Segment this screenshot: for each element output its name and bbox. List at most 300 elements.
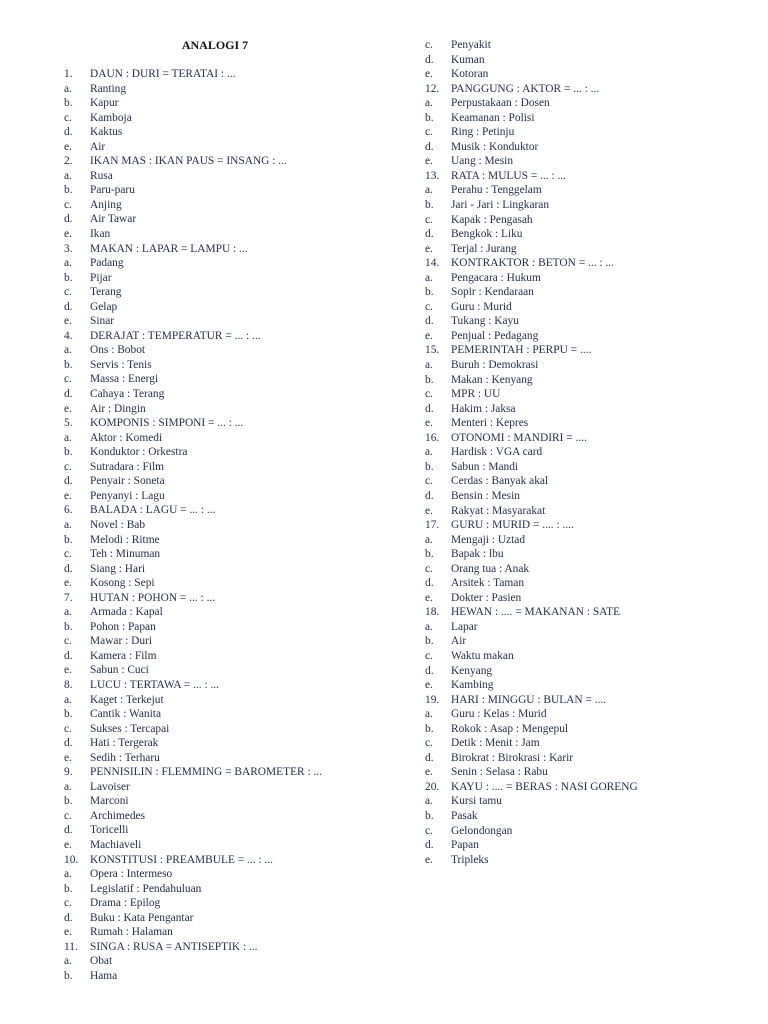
answer-option [425, 474, 765, 489]
answer-option [425, 242, 765, 257]
option-text: Ons : Bobot [90, 344, 146, 357]
answer-option [64, 169, 404, 184]
option-letter: a. [64, 693, 72, 706]
option-text: Sopir : Kendaraan [451, 286, 534, 299]
option-letter: a. [425, 184, 433, 197]
option-text: Penyakit [451, 39, 491, 51]
answer-option [64, 212, 404, 227]
answer-option [425, 416, 765, 431]
option-letter: a. [64, 344, 72, 357]
option-text: Servis : Tenis [90, 358, 152, 371]
option-text: Penjual : Pedagang [451, 329, 539, 342]
question-line [425, 693, 765, 708]
answer-option [425, 38, 765, 53]
option-letter: b. [425, 199, 434, 212]
option-text: Makan : Kenyang [451, 373, 533, 386]
option-letter: d. [425, 664, 434, 677]
option-letter: b. [425, 373, 434, 386]
answer-option [64, 300, 404, 315]
option-text: Guru : Murid [451, 300, 512, 313]
option-text: Bensin : Mesin [451, 489, 520, 502]
answer-option [64, 649, 404, 664]
question-number: 20. [425, 780, 440, 793]
answer-option [64, 227, 404, 242]
option-text: Air [451, 635, 467, 648]
answer-option [425, 794, 765, 809]
option-text: Kaget : Terkejut [90, 693, 164, 706]
option-letter: c. [425, 562, 433, 575]
option-letter: b. [64, 533, 73, 546]
option-letter: d. [64, 737, 73, 750]
answer-option [425, 460, 765, 475]
option-letter: e. [425, 417, 433, 430]
option-letter: d. [64, 562, 73, 575]
option-text: Rakyat : Masyarakat [451, 504, 546, 517]
option-letter: b. [425, 548, 434, 561]
option-letter: c. [64, 460, 72, 473]
option-letter: d. [64, 824, 73, 837]
question-text: KONTRAKTOR : BETON = ... : ... [451, 257, 614, 270]
answer-option [425, 445, 765, 460]
answer-option [64, 125, 404, 140]
option-text: Konduktor : Orkestra [90, 446, 188, 459]
answer-option [425, 329, 765, 344]
answer-option [64, 372, 404, 387]
option-text: Sukses : Tercapai [90, 722, 170, 735]
option-text: Sinar [90, 315, 115, 328]
option-letter: e. [64, 664, 72, 677]
question-text: DERAJAT : TEMPERATUR = ... : ... [90, 329, 261, 342]
answer-option [425, 67, 765, 82]
answer-option [64, 576, 404, 591]
option-text: Mawar : Duri [90, 635, 152, 648]
answer-option [64, 882, 404, 897]
answer-option [64, 533, 404, 548]
answer-option [64, 445, 404, 460]
answer-option [64, 460, 404, 475]
option-letter: a. [64, 606, 72, 619]
option-text: Hakim : Jaksa [451, 402, 516, 415]
option-letter: d. [425, 751, 434, 764]
answer-option [64, 183, 404, 198]
answer-option [425, 285, 765, 300]
option-text: Hama [90, 969, 118, 982]
option-text: Bapak : lbu [451, 548, 504, 561]
question-number: 6. [64, 504, 73, 517]
option-letter: d. [64, 388, 73, 401]
question-line [425, 256, 765, 271]
option-text: Drama : Epilog [90, 897, 161, 910]
option-text: Gelondongan [451, 824, 513, 837]
option-letter: a. [64, 82, 72, 95]
answer-option [425, 402, 765, 417]
option-letter: c. [425, 213, 433, 226]
answer-option [64, 431, 404, 446]
option-letter: a. [64, 518, 72, 531]
option-text: Pijar [90, 271, 112, 284]
option-letter: e. [425, 155, 433, 168]
answer-option [64, 198, 404, 213]
answer-option [64, 823, 404, 838]
option-text: Lavoiser [90, 780, 130, 793]
answer-option [425, 634, 765, 649]
option-letter: e. [64, 838, 72, 851]
question-text: GURU : MURID = .... : .... [451, 519, 574, 532]
question-number: 1. [64, 68, 73, 80]
option-text: Kosong : Sepi [90, 577, 155, 590]
question-line [64, 154, 404, 169]
option-text: Obat [90, 955, 113, 968]
option-letter: b. [425, 809, 434, 822]
answer-option [425, 271, 765, 286]
option-letter: a. [425, 97, 433, 110]
option-text: Detik : Menit : Jam [451, 737, 540, 750]
option-letter: c. [64, 897, 72, 910]
question-number: 19. [425, 693, 440, 706]
option-letter: e. [64, 315, 72, 328]
answer-option [64, 809, 404, 824]
question-number: 10. [64, 853, 79, 866]
option-letter: a. [425, 359, 433, 372]
question-number: 12. [425, 82, 440, 95]
answer-option [64, 111, 404, 126]
option-letter: d. [425, 577, 434, 590]
answer-option [425, 198, 765, 213]
option-text: Kamera : Film [90, 649, 157, 662]
option-text: Sabun : Cuci [90, 664, 149, 677]
option-text: Kenyang [451, 664, 493, 677]
option-letter: c. [64, 548, 72, 561]
option-text: Dokter : Pasien [451, 591, 522, 604]
answer-option [425, 678, 765, 693]
option-text: Pengacara : Hukum [451, 271, 541, 284]
option-text: Tripleks [451, 853, 489, 866]
option-text: Tukang : Kayu [451, 315, 519, 328]
option-letter: a. [425, 271, 433, 284]
option-text: Kursi tamu [451, 795, 502, 808]
question-line [425, 605, 765, 620]
answer-option [425, 213, 765, 228]
option-letter: b. [64, 969, 73, 982]
answer-option [64, 620, 404, 635]
option-letter: a. [425, 795, 433, 808]
option-letter: c. [64, 722, 72, 735]
question-number: 16. [425, 431, 440, 444]
question-number: 18. [425, 606, 440, 619]
option-text: Siang : Hari [90, 562, 146, 575]
answer-option [425, 373, 765, 388]
option-letter: a. [425, 620, 433, 633]
answer-option [425, 576, 765, 591]
answer-option [425, 838, 765, 853]
option-letter: e. [425, 766, 433, 779]
option-text: Kapur [90, 97, 119, 110]
option-letter: c. [64, 809, 72, 822]
option-letter: b. [64, 882, 73, 895]
option-letter: e. [425, 591, 433, 604]
option-letter: c. [425, 649, 433, 662]
option-text: MPR : UU [451, 388, 501, 401]
option-letter: b. [425, 111, 434, 124]
question-text: HARI : MINGGU : BULAN = .... [451, 693, 607, 706]
option-letter: a. [64, 257, 72, 270]
option-letter: d. [425, 140, 434, 153]
question-number: 9. [64, 766, 73, 779]
answer-option [64, 954, 404, 969]
answer-option [64, 838, 404, 853]
option-text: Kapak : Pengasah [451, 213, 533, 226]
question-number: 17. [425, 519, 440, 532]
option-letter: a. [425, 533, 433, 546]
answer-option [425, 664, 765, 679]
option-text: Terjal : Jurang [451, 242, 517, 255]
answer-option [425, 736, 765, 751]
option-letter: d. [64, 911, 73, 924]
answer-option [425, 314, 765, 329]
answer-option [64, 663, 404, 678]
answer-option [425, 533, 765, 548]
option-text: Menteri : Kepres [451, 417, 529, 430]
option-text: Cantik : Wanita [90, 708, 162, 721]
option-letter: c. [425, 300, 433, 313]
answer-option [425, 489, 765, 504]
option-text: Opera : Intermeso [90, 868, 173, 881]
answer-option [64, 358, 404, 373]
option-text: Legislatif : Pendahuluan [90, 882, 202, 895]
option-letter: d. [425, 402, 434, 415]
answer-option [425, 591, 765, 606]
option-text: Teh : Minuman [90, 548, 161, 561]
option-text: Musik : Konduktor [451, 140, 539, 153]
option-letter: b. [425, 722, 434, 735]
option-text: Penyair : Soneta [90, 475, 165, 488]
option-text: Air : Dingin [90, 402, 146, 415]
option-letter: b. [425, 286, 434, 299]
option-text: Paru-paru [90, 184, 135, 197]
option-text: Sabun : Mandi [451, 460, 519, 473]
question-text: SINGA : RUSA = ANTISEPTIK : ... [90, 940, 258, 953]
option-text: Kotoran [451, 68, 489, 81]
question-line [64, 329, 404, 344]
question-text: PENNISILIN : FLEMMING = BAROMETER : ... [90, 766, 323, 779]
question-line [425, 169, 765, 184]
option-text: Rumah : Halaman [90, 926, 173, 939]
option-letter: c. [425, 737, 433, 750]
option-text: Padang [90, 257, 124, 270]
option-text: Buruh : Demokrasi [451, 359, 539, 372]
option-text: Penyanyi : Lagu [90, 489, 165, 502]
option-letter: e. [64, 402, 72, 415]
option-text: Bengkok : Liku [451, 228, 523, 241]
option-letter: c. [425, 388, 433, 401]
option-text: Novel : Bab [90, 518, 146, 531]
option-text: Archimedes [90, 809, 146, 822]
option-letter: d. [425, 228, 434, 241]
answer-option [64, 751, 404, 766]
option-letter: e. [425, 329, 433, 342]
question-text: IKAN MAS : IKAN PAUS = INSANG : ... [90, 155, 287, 168]
answer-option [425, 53, 765, 68]
option-letter: b. [425, 635, 434, 648]
option-letter: a. [64, 431, 72, 444]
answer-option [425, 387, 765, 402]
option-text: Melodi : Ritme [90, 533, 160, 546]
option-letter: d. [64, 126, 73, 139]
option-letter: d. [64, 649, 73, 662]
question-text: BALADA : LAGU = ... : ... [90, 504, 216, 517]
answer-option [64, 82, 404, 97]
option-letter: d. [64, 213, 73, 226]
answer-option [425, 111, 765, 126]
option-text: Sedih : Terharu [90, 751, 160, 764]
answer-option [64, 707, 404, 722]
question-line [425, 780, 765, 795]
answer-option [425, 300, 765, 315]
option-letter: b. [64, 620, 73, 633]
answer-option [425, 765, 765, 780]
option-letter: d. [425, 53, 434, 66]
answer-option [425, 227, 765, 242]
option-text: Ranting [90, 82, 127, 95]
answer-option [64, 387, 404, 402]
question-number: 3. [64, 242, 73, 255]
answer-option [64, 343, 404, 358]
option-text: Ikan [90, 228, 111, 241]
option-text: Rokok : Asap : Mengepul [451, 722, 569, 735]
option-text: Papan [451, 839, 479, 852]
option-letter: e. [425, 679, 433, 692]
option-letter: d. [425, 315, 434, 328]
option-text: Mengaji : Uztad [451, 533, 526, 546]
option-text: Senin : Selasa : Rabu [451, 766, 548, 779]
answer-option [64, 925, 404, 940]
option-letter: d. [64, 475, 73, 488]
option-text: Buku : Kata Pengantar [90, 911, 194, 924]
option-letter: a. [64, 955, 72, 968]
question-number: 4. [64, 329, 73, 342]
right-column [425, 38, 765, 867]
option-text: Kamboja [90, 111, 132, 124]
question-text: PEMERINTAH : PERPU = .... [451, 344, 592, 357]
option-letter: c. [64, 198, 72, 211]
option-text: Armada : Kapal [90, 606, 163, 619]
option-text: Gelap [90, 300, 118, 313]
question-text: LUCU : TERTAWA = ... : ... [90, 678, 219, 691]
option-letter: c. [64, 635, 72, 648]
option-text: Waktu makan [451, 649, 514, 662]
option-text: Cahaya : Terang [90, 388, 165, 401]
answer-option [425, 620, 765, 635]
answer-option [64, 402, 404, 417]
option-text: Pohon : Papan [90, 620, 156, 633]
question-text: KONSTITUSI : PREAMBULE = ... : ... [90, 853, 273, 866]
answer-option [425, 722, 765, 737]
option-letter: c. [64, 286, 72, 299]
question-text: MAKAN : LAPAR = LAMPU : ... [90, 242, 248, 255]
option-letter: e. [425, 504, 433, 517]
question-line [64, 765, 404, 780]
option-letter: e. [64, 751, 72, 764]
question-line [64, 591, 404, 606]
question-text: RATA : MULUS = ... : ... [451, 169, 566, 182]
answer-option [64, 634, 404, 649]
option-letter: e. [64, 140, 72, 153]
question-number: 15. [425, 344, 440, 357]
answer-option [64, 780, 404, 795]
option-text: Orang tua : Anak [451, 562, 530, 575]
answer-option [425, 649, 765, 664]
option-letter: e. [64, 228, 72, 241]
option-letter: c. [64, 111, 72, 124]
option-text: Jari - Jari : Lingkaran [451, 199, 550, 212]
option-letter: e. [64, 489, 72, 502]
option-text: Toricelli [90, 824, 129, 837]
question-line [64, 678, 404, 693]
option-letter: d. [425, 489, 434, 502]
answer-option [64, 969, 404, 984]
answer-option [64, 562, 404, 577]
option-text: Massa : Energi [90, 373, 159, 386]
question-number: 5. [64, 417, 73, 430]
answer-option [64, 693, 404, 708]
option-text: Hardisk : VGA card [451, 446, 543, 459]
option-letter: a. [425, 446, 433, 459]
question-number: 13. [425, 169, 440, 182]
answer-option [64, 605, 404, 620]
option-text: Anjing [90, 198, 122, 211]
answer-option [64, 314, 404, 329]
option-text: Lapar [451, 620, 478, 633]
answer-option [425, 140, 765, 155]
question-line [425, 431, 765, 446]
left-column [64, 67, 404, 983]
answer-option [425, 154, 765, 169]
answer-option [64, 285, 404, 300]
question-text: KOMPONIS : SIMPONI = ... : ... [90, 417, 244, 430]
question-number: 14. [425, 257, 440, 270]
answer-option [64, 911, 404, 926]
option-text: Kaktus [90, 126, 123, 139]
option-text: Uang : Mesin [451, 155, 514, 168]
option-letter: d. [64, 300, 73, 313]
question-number: 11. [64, 940, 78, 953]
option-letter: b. [64, 795, 73, 808]
question-text: OTONOMI : MANDIRI = .... [451, 431, 587, 444]
answer-option [425, 547, 765, 562]
question-number: 2. [64, 155, 73, 168]
option-text: Sutradara : Film [90, 460, 165, 473]
option-letter: b. [425, 460, 434, 473]
answer-option [64, 547, 404, 562]
option-text: Birokrat : Birokrasi : Karir [451, 751, 574, 764]
option-letter: b. [64, 97, 73, 110]
question-text: DAUN : DURI = TERATAI : ... [90, 68, 236, 80]
answer-option [64, 736, 404, 751]
answer-option [425, 751, 765, 766]
page-title: ANALOGI 7 [181, 38, 249, 52]
option-letter: a. [64, 868, 72, 881]
question-line [64, 503, 404, 518]
question-text: HUTAN : POHON = ... : ... [90, 591, 216, 604]
option-letter: b. [64, 271, 73, 284]
option-letter: a. [64, 780, 72, 793]
answer-option [425, 504, 765, 519]
option-letter: a. [425, 708, 433, 721]
option-letter: c. [64, 373, 72, 386]
answer-option [64, 271, 404, 286]
answer-option [64, 256, 404, 271]
option-text: Guru : Kelas : Murid [451, 708, 547, 721]
